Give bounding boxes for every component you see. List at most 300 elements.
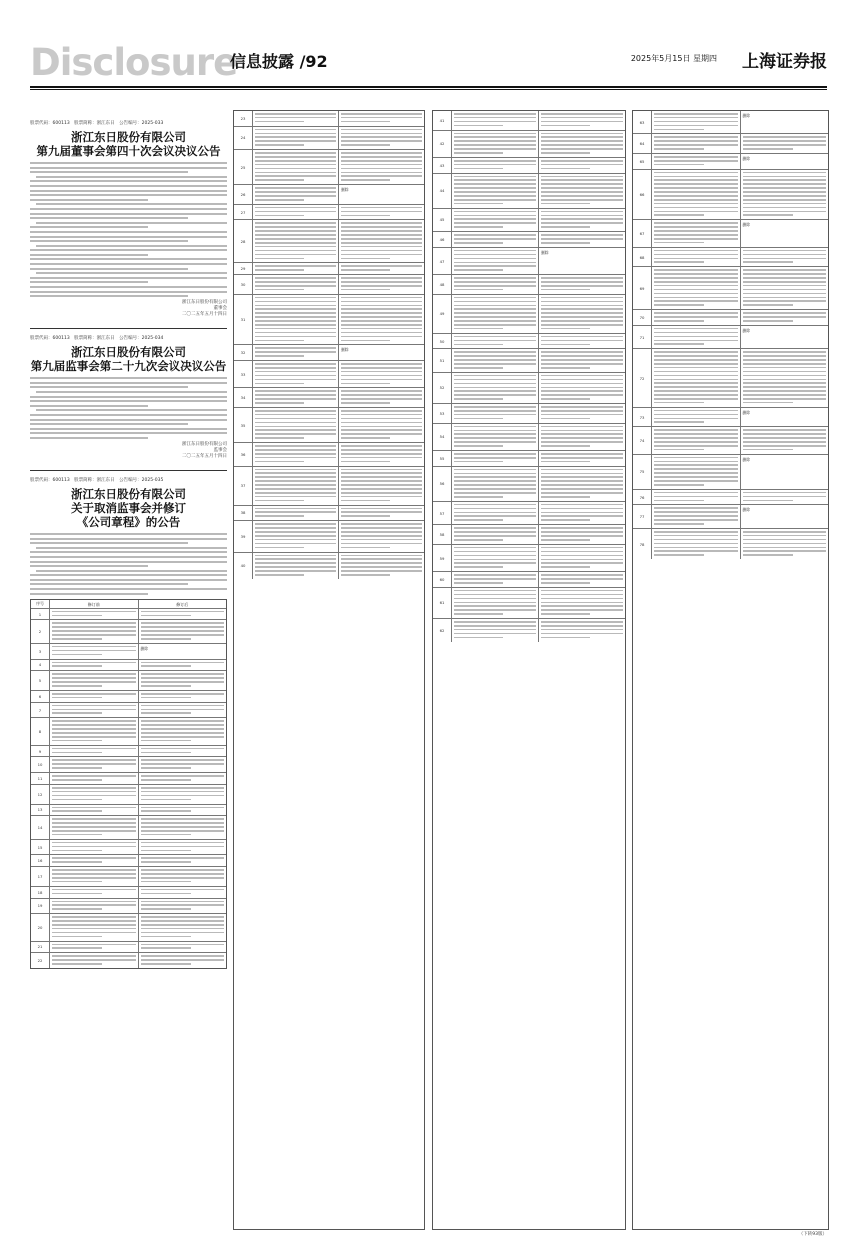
divider [30, 470, 227, 471]
row-number: 59 [433, 545, 452, 571]
table-row [633, 529, 828, 559]
after-cell [741, 455, 829, 489]
after-cell [139, 785, 227, 804]
row-number: 48 [433, 275, 452, 294]
deleted-label: 删除 [742, 113, 751, 118]
before-cell [652, 529, 741, 559]
after-cell [539, 373, 625, 403]
before-cell [50, 644, 139, 659]
notice-articles-amendment [30, 477, 227, 969]
row-number: 27 [234, 205, 253, 220]
divider [30, 328, 227, 329]
row-number: 76 [633, 490, 652, 505]
before-cell [50, 671, 139, 690]
table-row [633, 408, 828, 428]
before-cell [452, 174, 539, 208]
table-row [433, 424, 625, 451]
row-number: 29 [234, 263, 253, 274]
after-cell [741, 529, 829, 559]
after-cell [741, 427, 829, 453]
row-number: 15 [31, 840, 50, 855]
table-row [433, 209, 625, 232]
after-cell [741, 349, 829, 406]
after-cell [339, 295, 424, 345]
row-number: 71 [633, 326, 652, 348]
table-row [433, 545, 625, 572]
before-cell [452, 424, 539, 450]
after-cell [539, 232, 625, 247]
before-cell [50, 953, 139, 968]
row-number: 70 [633, 310, 652, 325]
deleted-label: 删除 [341, 187, 349, 193]
before-cell [253, 263, 339, 274]
before-cell [253, 295, 339, 345]
masthead-rule [30, 86, 827, 88]
table-row [433, 373, 625, 404]
table-row [433, 588, 625, 619]
after-cell [139, 855, 227, 866]
row-number: 34 [234, 388, 253, 407]
after-cell [539, 209, 625, 231]
before-cell [50, 691, 139, 702]
after-cell [741, 267, 829, 309]
after-cell [339, 506, 424, 521]
table-row [234, 205, 424, 221]
row-number: 12 [31, 785, 50, 804]
before-cell [253, 111, 339, 126]
table-row [433, 404, 625, 424]
before-cell [652, 349, 741, 406]
row-number: 43 [433, 158, 452, 173]
table-row [433, 451, 625, 467]
after-cell [741, 490, 829, 505]
notice-title-line: 第九届监事会第二十九次会议决议公告 [30, 359, 227, 374]
table-row [234, 275, 424, 295]
after-cell [539, 174, 625, 208]
before-cell [452, 334, 539, 349]
table-row [633, 326, 828, 349]
after-cell [741, 134, 829, 153]
row-number: 32 [234, 345, 253, 360]
before-cell [452, 525, 539, 544]
after-cell [339, 388, 424, 407]
table-row [234, 263, 424, 275]
table-row [433, 572, 625, 588]
row-number: 72 [633, 349, 652, 406]
after-cell [139, 718, 227, 744]
row-number: 18 [31, 887, 50, 898]
row-number: 67 [633, 220, 652, 246]
table-row [633, 505, 828, 528]
after-cell [339, 408, 424, 442]
table-row [31, 671, 226, 691]
before-cell [50, 805, 139, 816]
table-header-row [31, 600, 226, 609]
after-cell [139, 703, 227, 718]
after-cell [339, 185, 424, 204]
row-number: 57 [433, 502, 452, 524]
notice-board-resolution [30, 120, 227, 318]
notice-body [30, 162, 227, 297]
table-row [633, 427, 828, 454]
before-cell [452, 232, 539, 247]
row-number: 25 [234, 150, 253, 184]
before-cell [50, 660, 139, 671]
after-cell [741, 170, 829, 220]
before-cell [652, 134, 741, 153]
row-number: 4 [31, 660, 50, 671]
after-cell [339, 521, 424, 551]
before-cell [452, 588, 539, 618]
after-cell [139, 942, 227, 953]
table-row [31, 785, 226, 805]
row-number: 55 [433, 451, 452, 466]
table-row [234, 443, 424, 466]
before-cell [452, 111, 539, 130]
before-cell [50, 718, 139, 744]
row-number: 22 [31, 953, 50, 968]
table-row [234, 111, 424, 127]
before-cell [452, 467, 539, 501]
after-cell [139, 757, 227, 772]
after-cell [741, 310, 829, 325]
after-cell [539, 248, 625, 274]
row-number: 31 [234, 295, 253, 345]
after-cell [139, 746, 227, 757]
table-row [234, 388, 424, 408]
after-cell [139, 899, 227, 914]
row-number: 23 [234, 111, 253, 126]
row-number: 77 [633, 505, 652, 527]
notice-title-line: 《公司章程》的公告 [76, 514, 181, 529]
before-cell [652, 111, 741, 133]
row-number: 28 [234, 220, 253, 262]
row-number: 60 [433, 572, 452, 587]
before-cell [253, 345, 339, 360]
after-cell [139, 620, 227, 642]
table-row [31, 887, 226, 899]
table-row [31, 691, 226, 703]
after-cell [741, 220, 829, 246]
before-cell [652, 490, 741, 505]
row-number: 56 [433, 467, 452, 501]
before-cell [652, 326, 741, 348]
notice-meta: 股票代码：600113 股票简称：浙江东日 公告编号：2025-033 [30, 121, 164, 126]
before-cell [50, 816, 139, 838]
after-cell [339, 205, 424, 220]
table-row [31, 816, 226, 839]
after-cell [339, 345, 424, 360]
before-cell [452, 275, 539, 294]
row-number: 24 [234, 127, 253, 149]
row-number: 54 [433, 424, 452, 450]
after-cell [539, 131, 625, 157]
after-cell [139, 644, 227, 659]
row-number: 16 [31, 855, 50, 866]
after-cell [539, 404, 625, 423]
before-cell [253, 443, 339, 465]
column-1 [30, 120, 227, 1228]
notice-body [30, 533, 227, 595]
before-cell [253, 408, 339, 442]
after-cell [139, 691, 227, 702]
notice-meta: 股票代码：600113 股票简称：浙江东日 公告编号：2025-034 [30, 336, 164, 342]
after-cell [139, 914, 227, 940]
row-number: 3 [31, 644, 50, 659]
table-row [31, 942, 226, 954]
row-number: 17 [31, 867, 50, 886]
masthead [30, 41, 827, 85]
after-cell [539, 334, 625, 349]
table-row [633, 349, 828, 407]
row-number: 45 [433, 209, 452, 231]
table-row [433, 131, 625, 158]
before-cell [253, 205, 339, 220]
after-cell [339, 111, 424, 126]
table-header: 修订后 [176, 601, 189, 607]
revision-table-col3 [432, 110, 626, 1230]
deleted-label: 删除 [541, 249, 549, 255]
after-cell [139, 773, 227, 784]
before-cell [253, 388, 339, 407]
before-cell [50, 887, 139, 898]
deleted-label: 删除 [341, 347, 349, 353]
before-cell [452, 619, 539, 641]
before-cell [50, 855, 139, 866]
row-number: 7 [31, 703, 50, 718]
table-row [31, 914, 226, 941]
after-cell [339, 263, 424, 274]
notice-signature: 浙江东日股份有限公司 董事会 二〇二五年五月十四日 [182, 300, 227, 318]
row-number: 65 [633, 154, 652, 169]
after-cell [339, 127, 424, 149]
after-cell [539, 588, 625, 618]
row-number: 68 [633, 248, 652, 267]
after-cell [339, 220, 424, 262]
row-number: 78 [633, 529, 652, 559]
after-cell [539, 111, 625, 130]
row-number: 14 [31, 816, 50, 838]
table-row [633, 170, 828, 221]
table-row [433, 334, 625, 350]
table-row [31, 953, 226, 968]
deleted-label: 删除 [140, 645, 149, 651]
table-row [633, 134, 828, 154]
deleted-label: 删除 [742, 222, 751, 228]
before-cell [253, 506, 339, 521]
section-title: 信息披露 /92 [230, 52, 328, 71]
table-row [31, 773, 226, 785]
before-cell [652, 408, 741, 427]
row-number: 50 [433, 334, 452, 349]
before-cell [452, 295, 539, 333]
row-number: 20 [31, 914, 50, 940]
row-number: 46 [433, 232, 452, 247]
before-cell [652, 267, 741, 309]
before-cell [452, 545, 539, 571]
row-number: 21 [31, 942, 50, 953]
table-row [31, 840, 226, 856]
revision-table-col2 [233, 110, 425, 1230]
before-cell [452, 349, 539, 371]
before-cell [452, 451, 539, 466]
table-row [234, 408, 424, 443]
before-cell [652, 427, 741, 453]
after-cell [339, 443, 424, 465]
table-row [234, 127, 424, 150]
table-row [234, 220, 424, 263]
before-cell [652, 455, 741, 489]
disclosure-brand: Disclosure [30, 41, 238, 84]
before-cell [452, 131, 539, 157]
table-row [234, 553, 424, 579]
table-row [433, 295, 625, 334]
row-number: 41 [433, 111, 452, 130]
notice-title-line: 关于取消监事会并修订 [71, 500, 186, 515]
row-number: 2 [31, 620, 50, 642]
row-number: 26 [234, 185, 253, 204]
after-cell [741, 111, 829, 133]
before-cell [452, 158, 539, 173]
after-cell [741, 408, 829, 427]
table-row [633, 220, 828, 247]
row-number: 66 [633, 170, 652, 220]
row-number: 53 [433, 404, 452, 423]
table-row [31, 867, 226, 887]
deleted-label: 删除 [742, 409, 751, 415]
table-row [31, 855, 226, 867]
row-number: 6 [31, 691, 50, 702]
revision-table [30, 599, 227, 969]
before-cell [253, 275, 339, 294]
table-row [31, 805, 226, 817]
issue-date: 2025年5月15日 星期四 [630, 54, 717, 63]
before-cell [652, 248, 741, 267]
table-row [433, 111, 625, 131]
notice-signature: 浙江东日股份有限公司 监事会 二〇二五年五月十四日 [182, 441, 227, 459]
row-number: 47 [433, 248, 452, 274]
notice-title-line: 浙江东日股份有限公司 [71, 130, 186, 144]
table-row [31, 757, 226, 773]
row-number: 61 [433, 588, 452, 618]
before-cell [652, 154, 741, 169]
row-number: 11 [31, 773, 50, 784]
table-row [433, 502, 625, 525]
row-number: 36 [234, 443, 253, 465]
before-cell [652, 310, 741, 325]
after-cell [539, 349, 625, 371]
row-number: 19 [31, 899, 50, 914]
before-cell [452, 404, 539, 423]
after-cell [339, 467, 424, 505]
before-cell [652, 505, 741, 527]
row-number: 42 [433, 131, 452, 157]
after-cell [139, 867, 227, 886]
table-row [633, 490, 828, 506]
after-cell [539, 502, 625, 524]
table-row [433, 232, 625, 248]
row-number: 69 [633, 267, 652, 309]
before-cell [452, 373, 539, 403]
continued-note: （下转93版） [798, 1232, 827, 1237]
after-cell [539, 545, 625, 571]
row-number: 30 [234, 275, 253, 294]
table-row [433, 349, 625, 372]
after-cell [339, 275, 424, 294]
row-number: 73 [633, 408, 652, 427]
table-row [31, 660, 226, 672]
before-cell [452, 209, 539, 231]
row-number: 39 [234, 521, 253, 551]
before-cell [50, 840, 139, 855]
masthead-rule-thin [30, 89, 827, 90]
deleted-label: 删除 [742, 327, 751, 333]
after-cell [139, 953, 227, 968]
before-cell [50, 620, 139, 642]
after-cell [539, 525, 625, 544]
table-row [433, 248, 625, 275]
after-cell [139, 671, 227, 690]
before-cell [652, 220, 741, 246]
deleted-label: 删除 [742, 507, 751, 513]
row-number: 37 [234, 467, 253, 505]
table-row [234, 150, 424, 185]
before-cell [50, 914, 139, 940]
row-number: 63 [633, 111, 652, 133]
table-row [234, 521, 424, 552]
table-row [433, 525, 625, 545]
table-row [433, 467, 625, 502]
after-cell [741, 248, 829, 267]
table-row [31, 746, 226, 758]
before-cell [50, 942, 139, 953]
table-row [31, 609, 226, 621]
table-row [234, 345, 424, 361]
table-row [234, 467, 424, 506]
row-number: 74 [633, 427, 652, 453]
row-number: 13 [31, 805, 50, 816]
after-cell [741, 505, 829, 527]
before-cell [253, 521, 339, 551]
notice-title-line: 第九届董事会第四十次会议决议公告 [36, 144, 221, 158]
before-cell [253, 185, 339, 204]
table-row [234, 361, 424, 388]
before-cell [652, 170, 741, 220]
before-cell [50, 867, 139, 886]
before-cell [253, 467, 339, 505]
row-number: 8 [31, 718, 50, 744]
table-row [633, 111, 828, 134]
row-number: 44 [433, 174, 452, 208]
before-cell [50, 785, 139, 804]
after-cell [539, 619, 625, 641]
after-cell [139, 660, 227, 671]
table-header: 修订前 [50, 600, 139, 608]
before-cell [50, 757, 139, 772]
row-number: 51 [433, 349, 452, 371]
table-row [633, 455, 828, 490]
table-row [633, 248, 828, 268]
table-row [433, 158, 625, 174]
row-number: 62 [433, 619, 452, 641]
table-row [433, 619, 625, 641]
before-cell [253, 150, 339, 184]
table-row [433, 275, 625, 295]
table-row [234, 185, 424, 205]
notice-meta: 股票代码：600113 股票简称：浙江东日 公告编号：2025-035 [30, 477, 164, 483]
row-number: 49 [433, 295, 452, 333]
before-cell [253, 220, 339, 262]
